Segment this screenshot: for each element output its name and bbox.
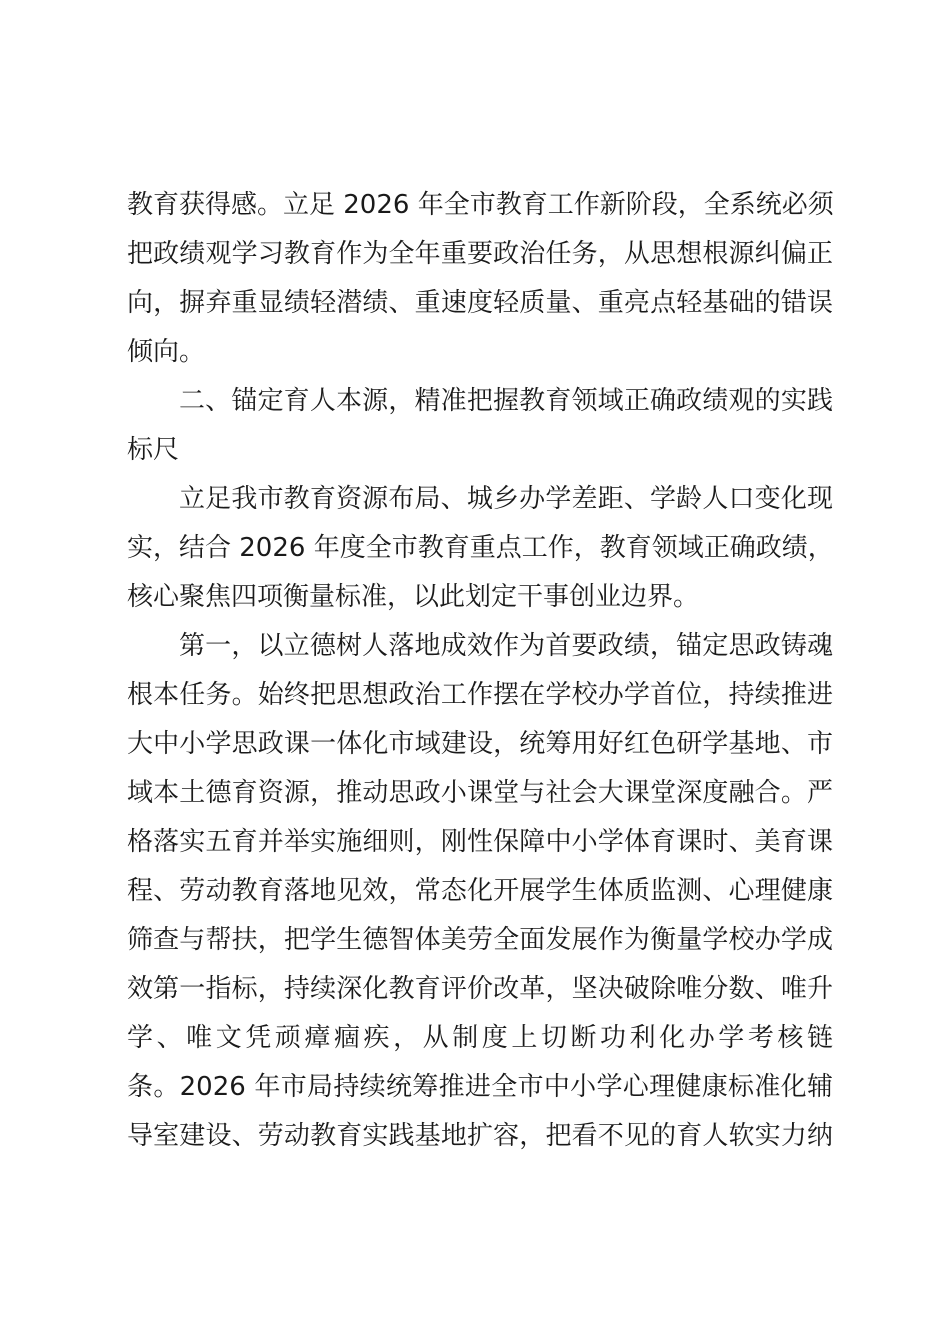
text-line: 效第一指标，持续深化教育评价改革，坚决破除唯分数、唯升: [127, 974, 833, 1004]
text-line: 域本土德育资源，推动思政小课堂与社会大课堂深度融合。严: [127, 778, 833, 808]
text-line: 筛查与帮扶，把学生德智体美劳全面发展作为衡量学校办学成: [127, 925, 833, 955]
text-line: 把政绩观学习教育作为全年重要政治任务，从思想根源纠偏正: [127, 239, 833, 269]
text-line: 导室建设、劳动教育实践基地扩容，把看不见的育人软实力纳: [127, 1121, 833, 1151]
text-line: 立足我市教育资源布局、城乡办学差距、学龄人口变化现: [179, 484, 833, 514]
text-line: 学、唯文凭顽瘴痼疾，从制度上切断功利化办学考核链: [127, 1023, 833, 1053]
text-line: 第一，以立德树人落地成效作为首要政绩，锚定思政铸魂: [179, 631, 833, 661]
section-heading-line: 标尺: [127, 435, 180, 465]
text-line: 条。2026 年市局持续统筹推进全市中小学心理健康标准化辅: [127, 1072, 833, 1102]
text-line: 实，结合 2026 年度全市教育重点工作，教育领域正确政绩，: [127, 533, 834, 563]
text-line: 向，摒弃重显绩轻潜绩、重速度轻质量、重亮点轻基础的错误: [127, 288, 833, 318]
document-body: [127, 181, 833, 1161]
text-line: 倾向。: [127, 337, 206, 367]
text-line: 教育获得感。立足 2026 年全市教育工作新阶段，全系统必须: [127, 190, 834, 220]
text-line: 程、劳动教育落地见效，常态化开展学生体质监测、心理健康: [127, 876, 833, 906]
text-line: 格落实五育并举实施细则，刚性保障中小学体育课时、美育课: [127, 827, 833, 857]
section-heading-line: 二、锚定育人本源，精准把握教育领域正确政绩观的实践: [179, 386, 833, 416]
text-line: 大中小学思政课一体化市域建设，统筹用好红色研学基地、市: [127, 729, 833, 759]
text-line: 核心聚焦四项衡量标准，以此划定干事创业边界。: [127, 582, 700, 612]
text-line: 根本任务。始终把思想政治工作摆在学校办学首位，持续推进: [127, 680, 833, 710]
